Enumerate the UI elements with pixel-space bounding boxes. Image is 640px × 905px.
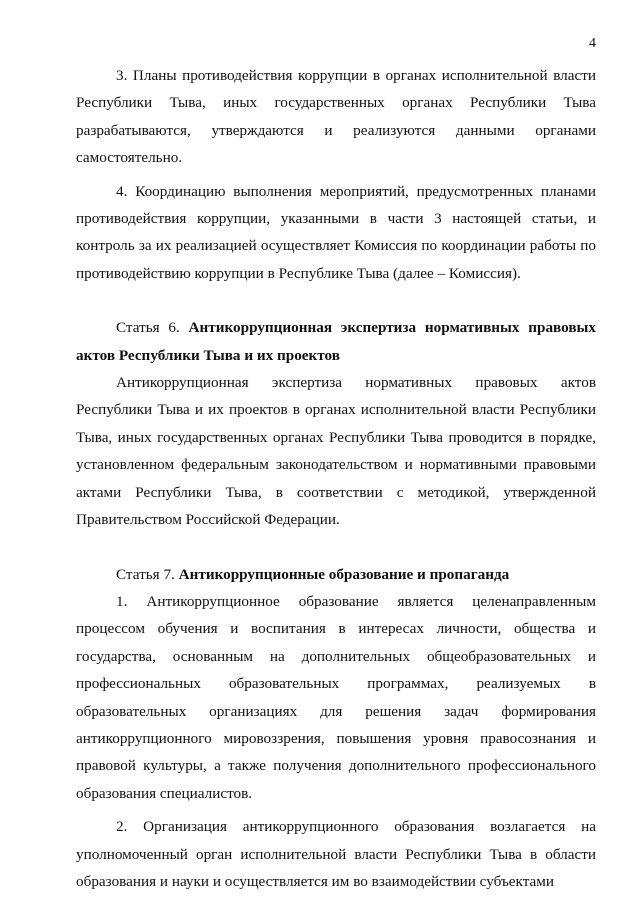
article-7-part-2: 2. Организация антикоррупционного образования возлагается на уполномоченный орган исполнительной власти Республики Тыва в области образования и науки и осуществляется им во взаимодействии субъектами <box>76 818 596 890</box>
article-7-heading <box>76 561 596 588</box>
article-6-heading <box>76 314 596 369</box>
paragraph-part-4: 4. Координацию выполнения мероприятий, предусмотренных планами противодействия коррупции, указанными в части 3 настоящей статьи, и контроль за их реализацией осуществляет Комиссия по координации работы по противодействию коррупции в Республике Тыва (далее – Комиссия). <box>76 182 596 282</box>
article-7-title: Антикоррупционные образование и пропаганда <box>178 565 510 583</box>
page-number: 4 <box>589 36 596 51</box>
article-6-prefix: Статья 6. <box>116 319 180 337</box>
article-7-part-1: 1. Антикоррупционное образование является целенаправленным процессом обучения и воспитания в интересах личности, общества и государства, основанным на дополнительных общеобразовательных и профессиональных образовательных программах, реализуемых в образовательных организациях для решения задач формирования антикоррупционного мировоззрения, повышения уровня правосознания и правовой культуры, а также получения дополнительного профессионального образования специалистов. <box>76 592 596 802</box>
paragraph-part-3: 3. Планы противодействия коррупции в органах исполнительной власти Республики Тыва, иных государственных органах Республики Тыва разрабатываются, утверждаются и реализуются данными органами самостоятельно. <box>76 67 596 167</box>
article-6-title: Антикоррупционная экспертиза нормативных правовых актов Республики Тыва и их проектов <box>76 319 597 364</box>
article-6-text: Антикоррупционная экспертиза нормативных правовых актов Республики Тыва и их проектов в органах исполнительной власти Республики Тыва, иных государственных органах Республики Тыва проводится в порядке, установленном федеральным законодательством и нормативными правовыми актами Республики Тыва, в соответствии с методикой, утвержденной Правительством Российской Федерации. <box>76 374 596 529</box>
article-7-prefix: Статья 7. <box>116 565 175 583</box>
document-body <box>76 62 596 895</box>
